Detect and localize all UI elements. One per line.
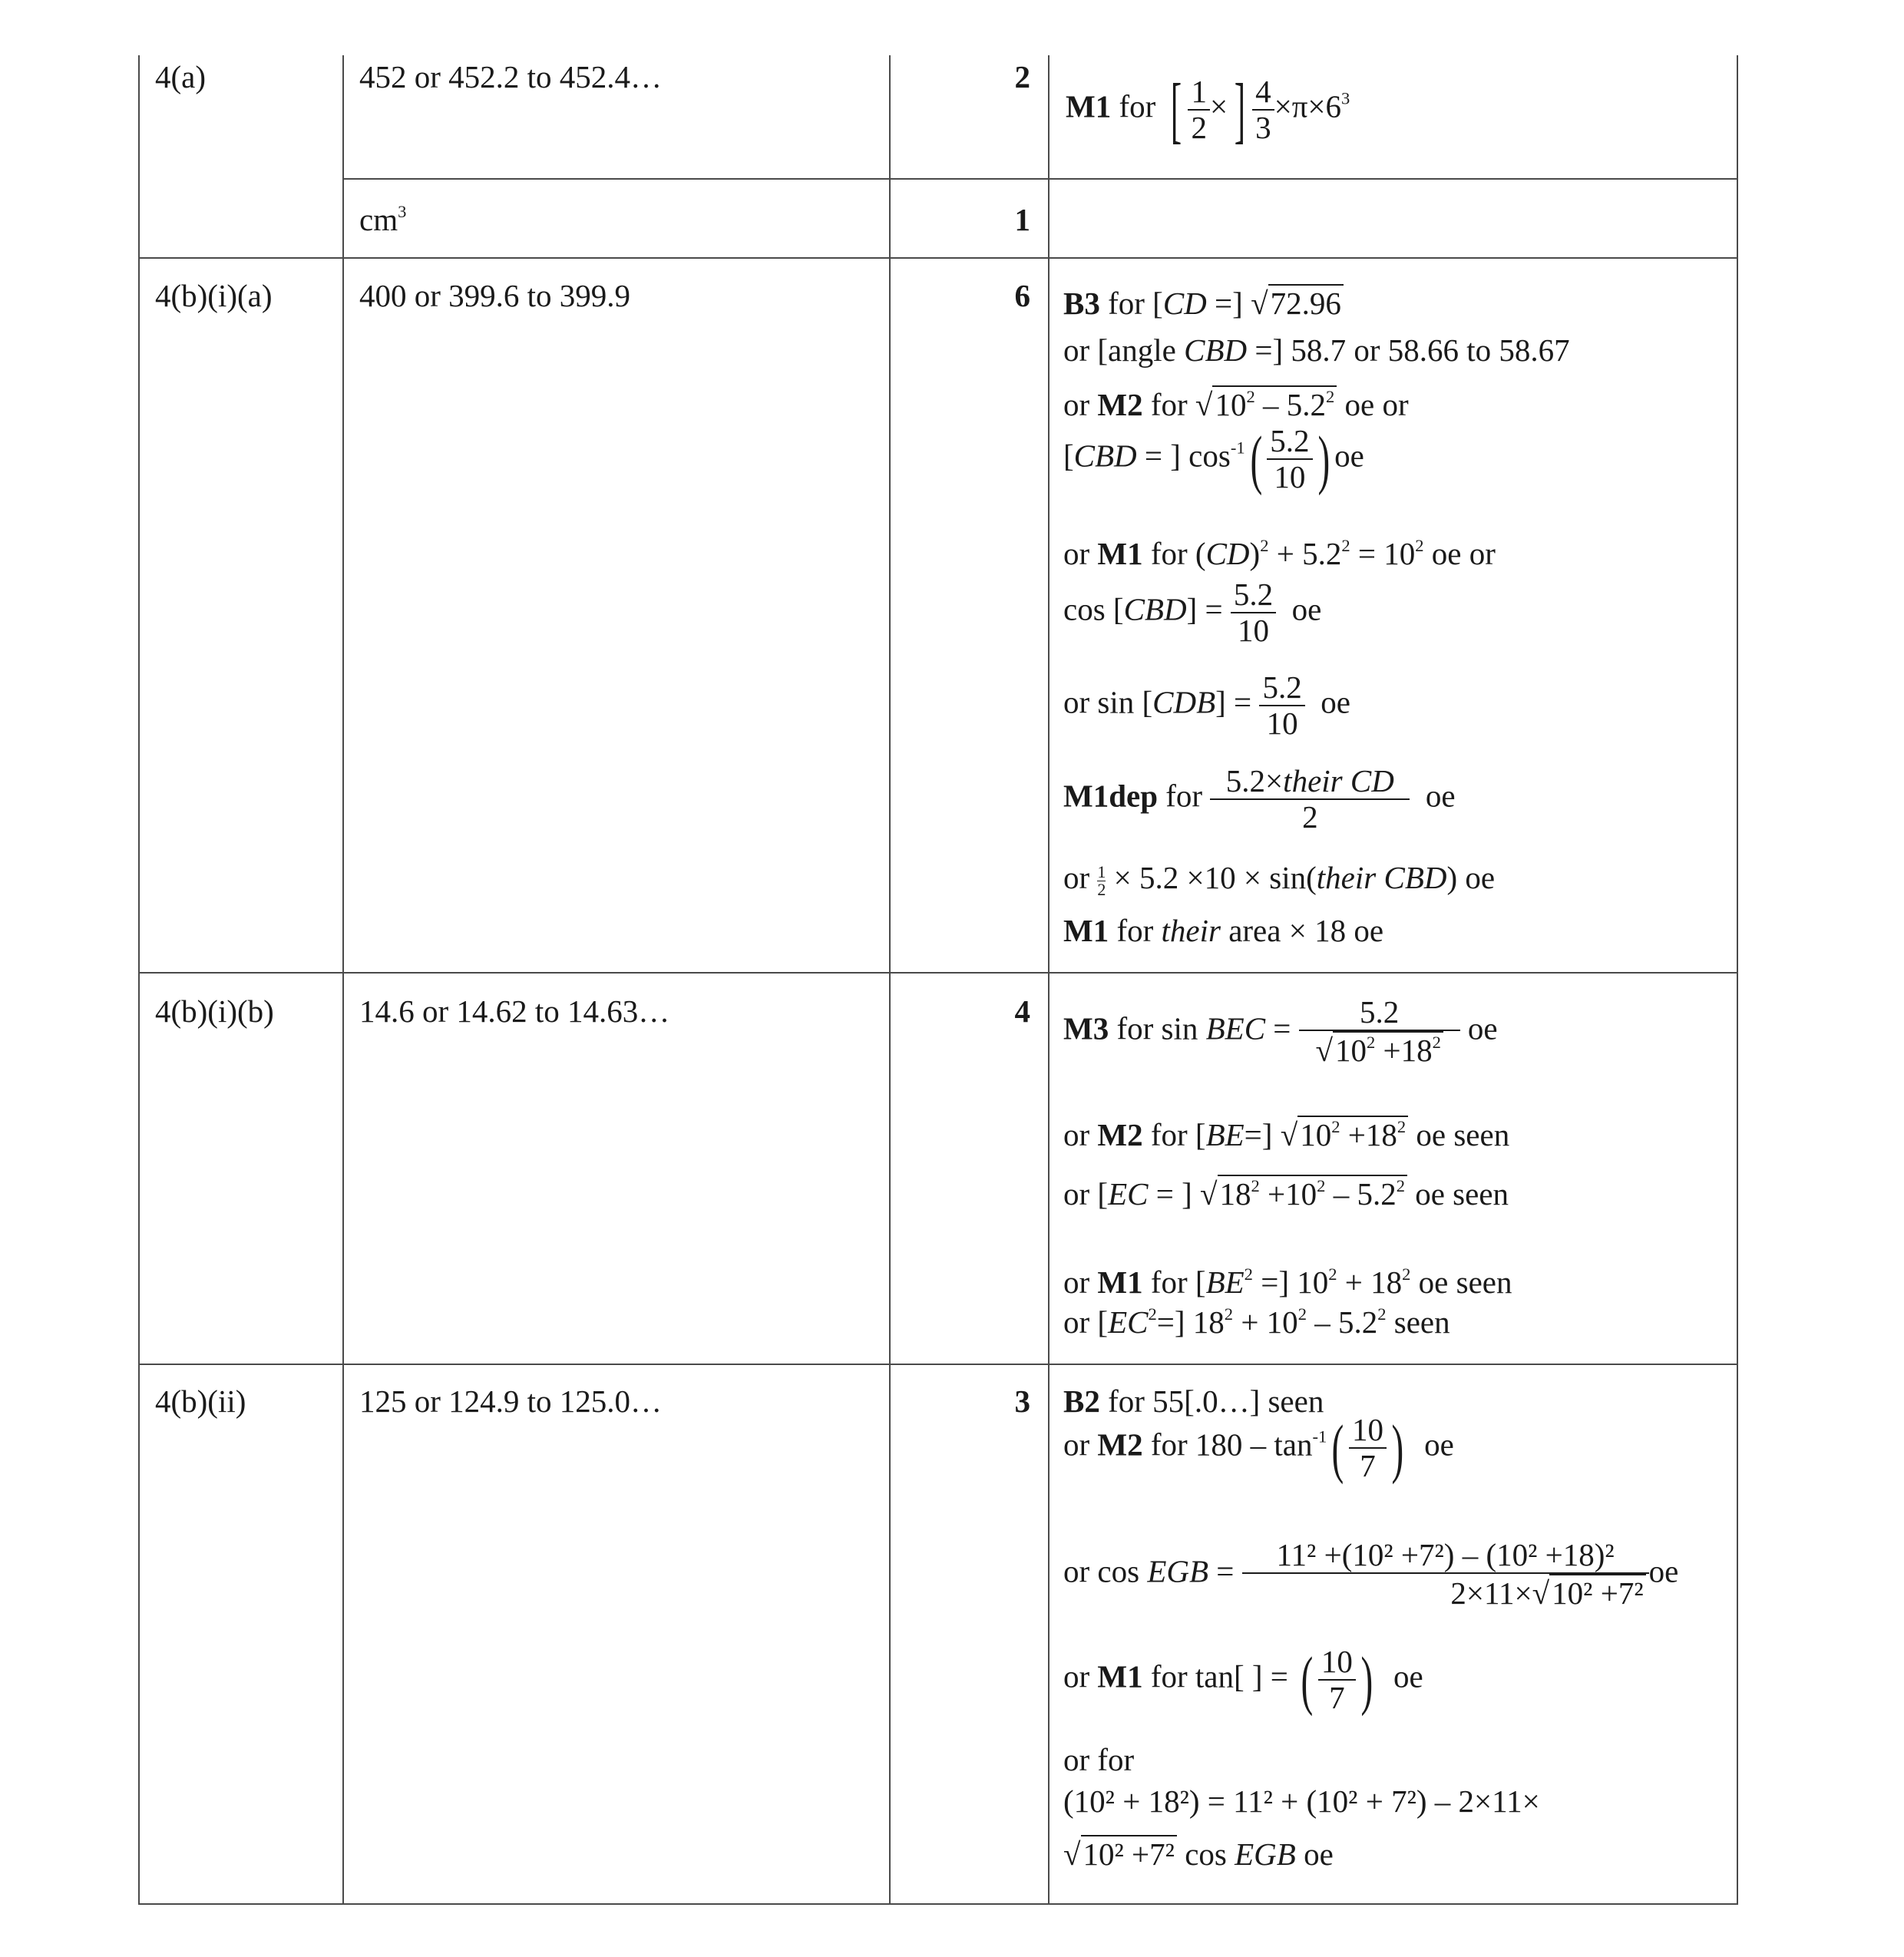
fraction: $\frac{\text{5.2×their CD}}{2}$ (1210, 764, 1410, 835)
question-label: 4(b)(ii) (155, 1383, 246, 1419)
fraction: $\frac{5.2}{10}$ (1267, 424, 1312, 494)
guidance-line: or [angle CBD =] 58.7 or 58.66 to 58.67 (1063, 332, 1570, 368)
marks-value: 3 (1014, 1383, 1030, 1419)
guidance-line: or cos EGB = $\frac{\text{11² +(10² +7²) – (10² +18)²}}{\text{2×11×√10² +7²}}$ oe (1063, 1537, 1679, 1612)
guidance-line: M1 for [ $\frac{1}{2}$ ×] $\frac{4}{3}$ $\times\pi\times 6^3$ (1066, 68, 1350, 150)
guidance-line: M1dep for $\frac{\text{5.2×their CD}}{2}$ oe (1063, 763, 1456, 835)
row-divider-4a-inner (342, 178, 1738, 180)
fraction: $\frac{\text{11² +(10² +7²) – (10² +18)²}}{\text{2×11×√10² +7²}}$ (1242, 1538, 1649, 1612)
guidance-line: cos [CBD] = $\frac{5.2}{10}$ oe (1063, 577, 1322, 649)
column-divider-marks (1048, 55, 1050, 1905)
guidance-line: or M1 for [$BE^2$ =] $10^2 + 18^2$ oe seen (1063, 1264, 1512, 1300)
row-divider-4bia (138, 257, 1738, 259)
guidance-line: √10² +7² cos EGB oe (1063, 1836, 1334, 1872)
question-label: 4(a) (155, 59, 207, 94)
answer-text: 14.6 or 14.62 to 14.63… (359, 993, 670, 1029)
guidance-line: or M1 for $(CD)^2 + 5.2^2 = 10^2$ oe or (1063, 536, 1496, 571)
marks-value: 1 (1014, 202, 1030, 237)
guidance-line: (10² + 18²) = 11² + (10² + 7²) – 2×11× (1063, 1783, 1540, 1819)
marks-value: 6 (1014, 278, 1030, 313)
row-divider-4bii (138, 1364, 1738, 1365)
marks-value: 2 (1014, 59, 1030, 94)
fraction: $\frac{5.2}{√10^2 +18^2}$ (1299, 995, 1460, 1069)
guidance-line: M3 for sin BEC = $\frac{5.2}{√10^2 +18^2}$ oe (1063, 994, 1498, 1069)
column-divider-answer (889, 55, 891, 1905)
fraction: $\frac{5.2}{10}$ (1231, 577, 1276, 648)
fraction: $\frac{10}{7}$ (1318, 1645, 1356, 1715)
column-divider-question (342, 55, 344, 1905)
question-label: 4(b)(i)(a) (155, 278, 273, 313)
fraction: $\frac{10}{7}$ (1349, 1413, 1387, 1483)
answer-text: 400 or 399.6 to 399.9 (359, 278, 631, 313)
guidance-line: B2 for 55[.0…] seen (1063, 1383, 1324, 1419)
guidance-line: [CBD = ] $\cos^{-1}$( $\frac{5.2}{10}$ ) oe (1063, 422, 1364, 497)
guidance-line: or $\frac{1}{2}$ × 5.2 ×10 × sin(their CBD) oe (1063, 860, 1496, 900)
marks-value: 4 (1014, 993, 1030, 1029)
row-divider-4bib (138, 972, 1738, 974)
fraction: $\frac{5.2}{10}$ (1259, 670, 1304, 741)
guidance-line: or M1 for tan[ ] = ( $\frac{10}{7}$ ) oe (1063, 1643, 1423, 1717)
fraction: $\frac{1}{2}$ (1188, 74, 1210, 145)
table-border-right (1737, 55, 1738, 1905)
answer-text: 452 or 452.2 to 452.4… (359, 59, 663, 94)
guidance-line: or for (1063, 1742, 1135, 1777)
guidance-line: or [EC = ] $√18^2 +10^2 - 5.2^2$ oe seen (1063, 1176, 1509, 1212)
answer-unit: $cm^3$ (359, 202, 407, 237)
guidance-line: B3 for [CD =] √72.96 (1063, 284, 1344, 322)
question-label: 4(b)(i)(b) (155, 993, 274, 1029)
table-border-left (138, 55, 140, 1905)
guidance-line: or M2 for [BE=] $√10^2 +18^2$ oe seen (1063, 1117, 1510, 1152)
table-border-bottom (138, 1903, 1738, 1905)
guidance-line: or sin [CDB] = $\frac{5.2}{10}$ oe (1063, 669, 1350, 742)
right-bracket: ] (1234, 68, 1246, 150)
guidance-line: or M2 for $180 - \tan^{-1}$( $\frac{10}{7}$ ) oe (1063, 1411, 1454, 1486)
guidance-line: M1 for their area × 18 oe (1063, 913, 1384, 948)
left-bracket: [ (1170, 68, 1182, 150)
guidance-line: or M2 for $√10^2 - 5.2^2$ oe or (1063, 387, 1409, 422)
answer-text: 125 or 124.9 to 125.0… (359, 1383, 663, 1419)
guidance-line: or $[EC^2=] 18^2 + 10^2 - 5.2^2$ seen (1063, 1304, 1450, 1340)
fraction: $\frac{4}{3}$ (1252, 74, 1274, 145)
